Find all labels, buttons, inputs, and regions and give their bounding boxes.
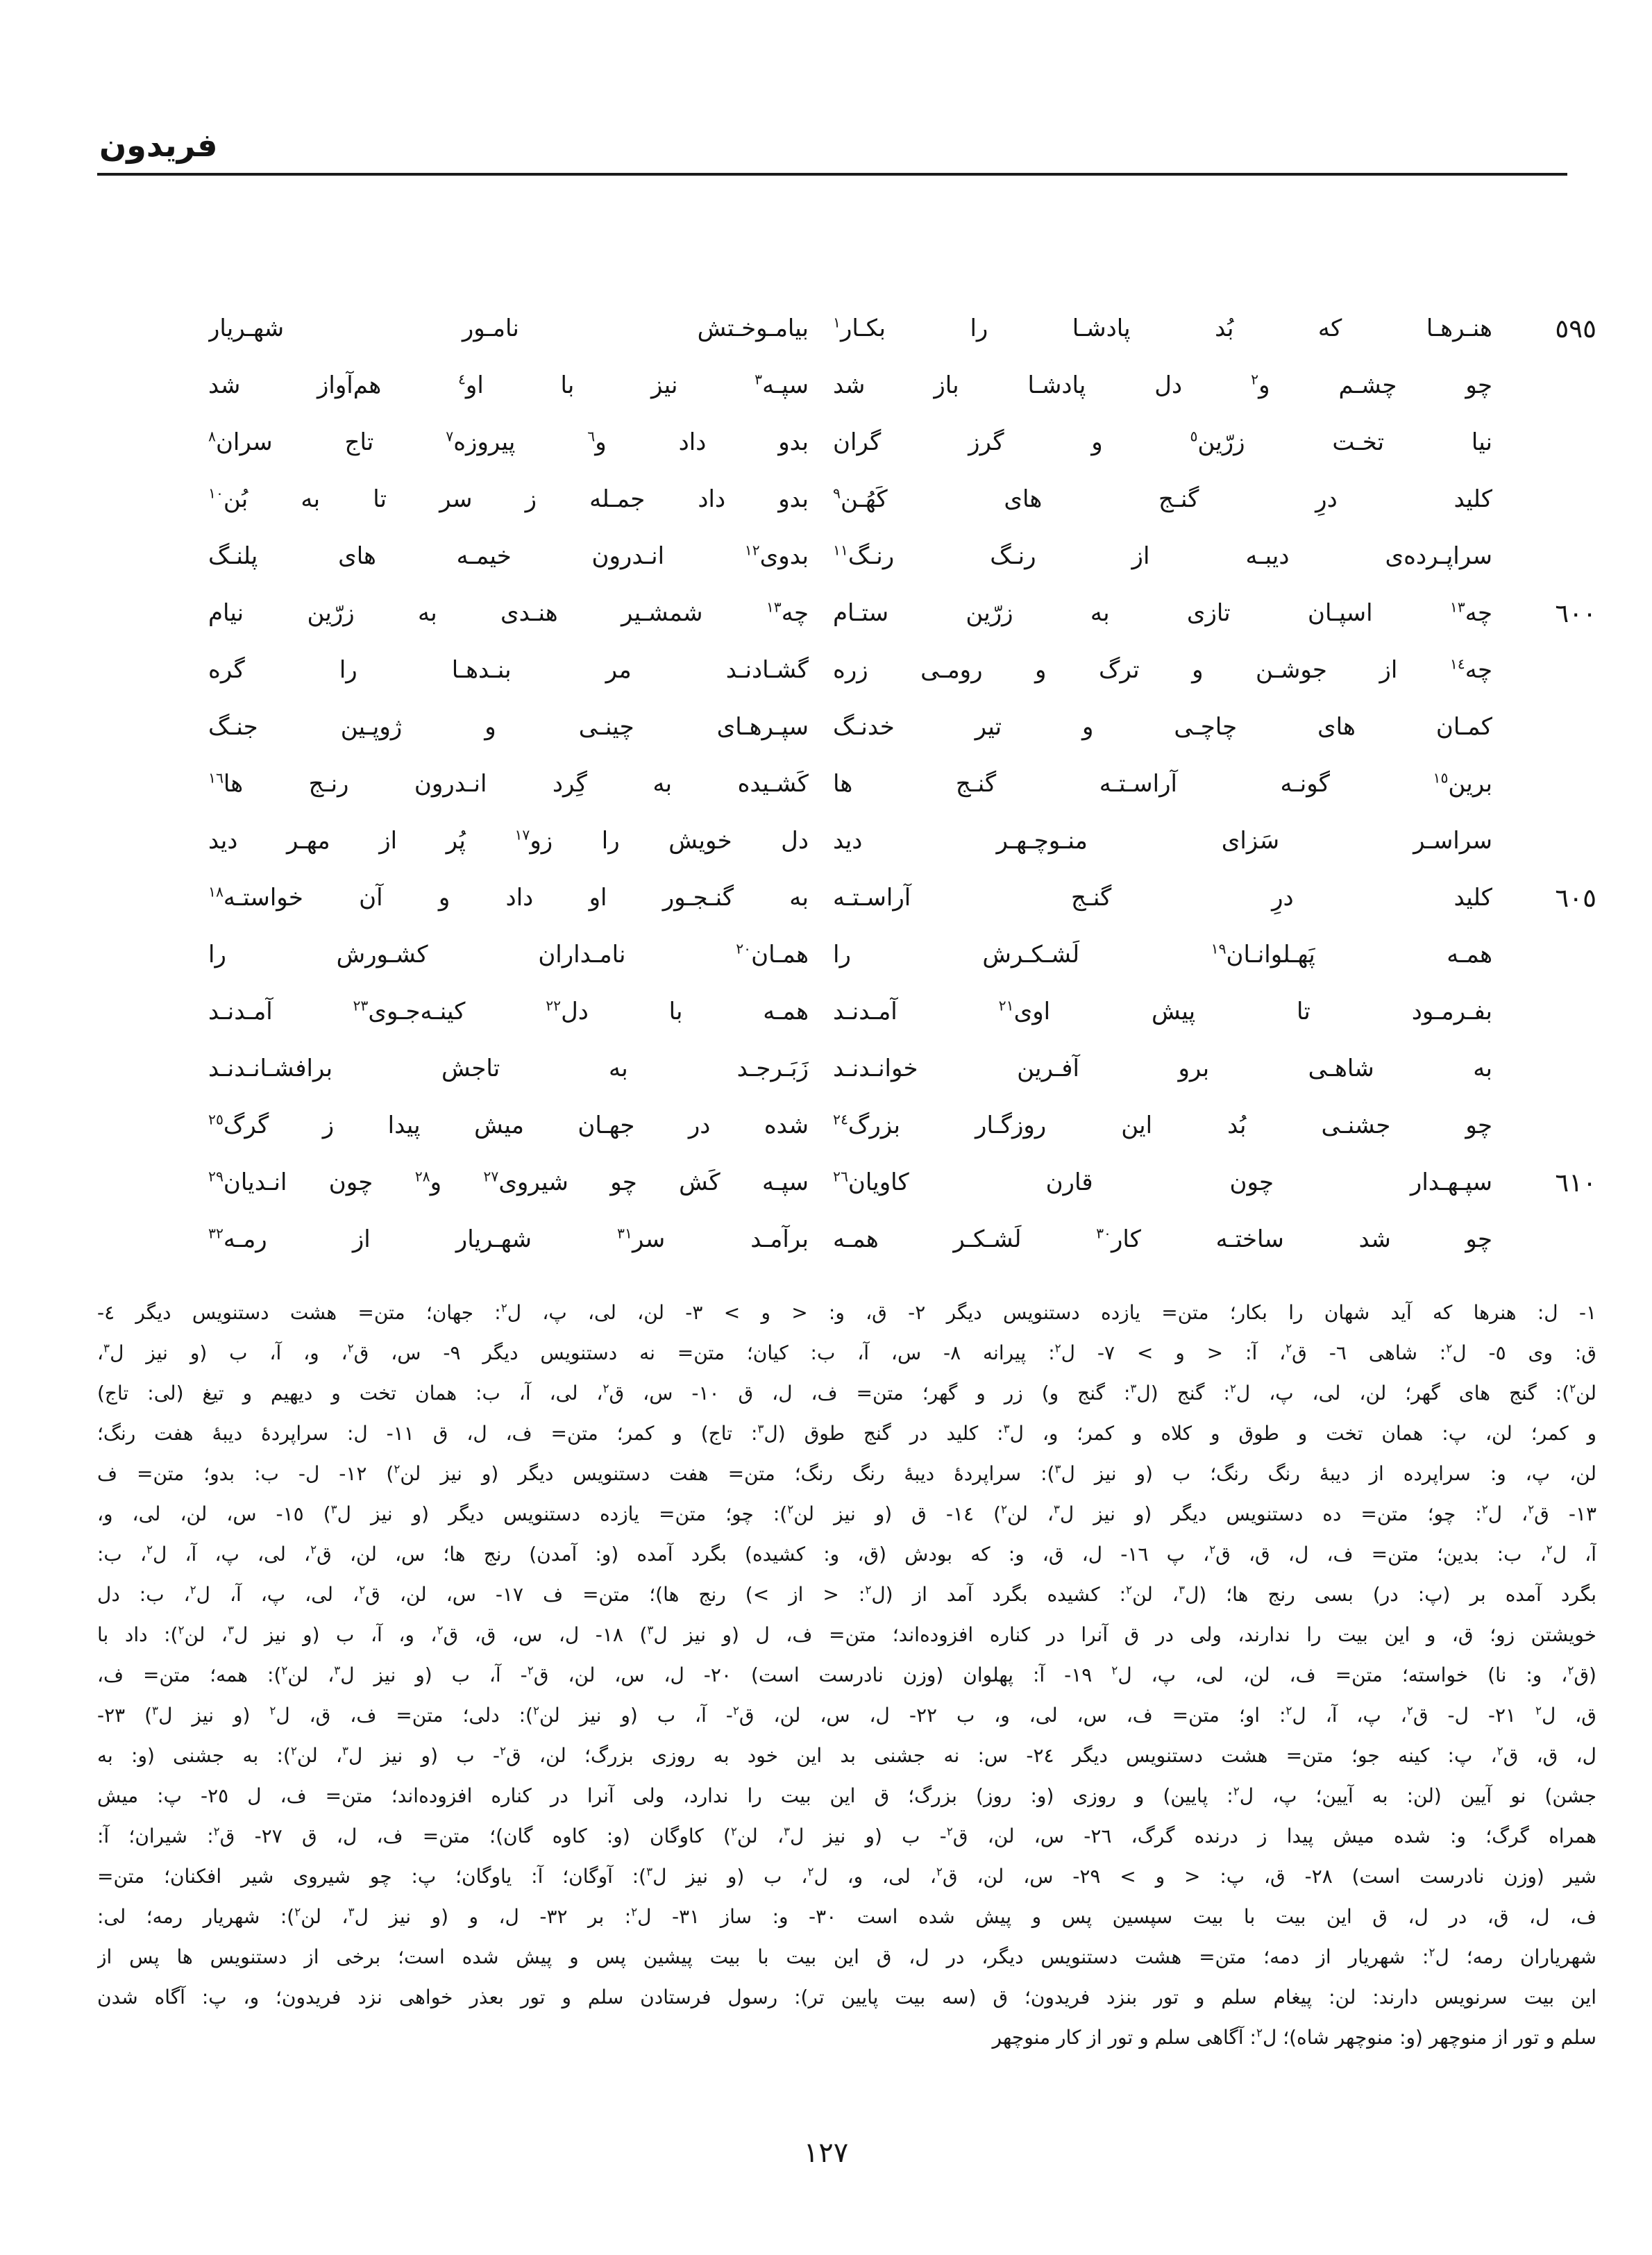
- hemistich-first: چه$^{١٤}$ از جوشـن و ترگ و رومـی زره: [833, 655, 1492, 684]
- apparatus-line: سلم و تور از منوچهر (و: منوچهر شاه)؛ ل$^٢$: آگاهی سلم و تور از کار منوچهر: [992, 2025, 1596, 2049]
- verse-block: [201, 300, 1596, 1268]
- hemistich-first: چه$^{١٣}$ اسپـان تازی به زرّین ستـام: [833, 598, 1492, 627]
- apparatus-line: ق، ل$^٢$ ٢١- ل- ق$^٢$، پ، آ، ل$^٢$: او؛ متن= ف، س، لی، و، ب ٢٢- ل، س، لن، ق$^٢$- آ، ب (و نیز لن$^٢$): دلی؛ متن= ف، ق، ل$^٢$ (و نیز ل$^٣$) ٢٣-: [97, 1703, 1596, 1727]
- verse-row: [201, 528, 1596, 585]
- header-rule: [97, 173, 1567, 176]
- hemistich-second: به گنـجـور او داد و آن خواستـه$^{١٨}$: [208, 883, 809, 912]
- hemistich-first: کمـان های چاچـی و تیر خدنـگ: [833, 713, 1492, 741]
- hemistich-second: سپـرهـای چینـی و ژوپـین جنـگ: [208, 713, 809, 741]
- verse-row: [201, 869, 1596, 926]
- hemistich-first: سراپـرده‌ی دیبـه از رنـگ رنـگ$^{١١}$: [833, 542, 1492, 570]
- hemistich-second: کَشـیده به گِرد انـدرون رنـج ها$^{١٦}$: [208, 769, 809, 798]
- verse-row: [201, 642, 1596, 698]
- verse-row: [201, 1097, 1596, 1154]
- apparatus-line: ١٣- ق$^٢$، ل$^٢$: چو؛ متن= ده دستنویس دیگر (و نیز ل$^٣$، لن$^٢$) ١٤- ق (و نیز لن$^٢$): چو؛ متن= یازده دستنویس دیگر (و نیز ل$^٣$) ١٥- س، لن، لی، و،: [97, 1502, 1596, 1525]
- hemistich-first: کلید درِ گنـج های کَهُـن$^٩$: [833, 485, 1492, 513]
- hemistich-second: همـه با دل$^{٢٢}$ کینـه‌جـوی$^{٢٣}$ آمـدنـد: [208, 997, 809, 1025]
- verse-row: [201, 357, 1596, 414]
- verse-row: [201, 755, 1596, 812]
- verse-number: ٦١٠: [1555, 1167, 1596, 1198]
- apparatus-line: ل، ق، ق$^٢$، پ: کینه جو؛ متن= هشت دستنویس دیگر ٢٤- س: نه جشنی بد این خود به روزی بزرگ؛ لن، ق$^٢$- ب (و نیز ل$^٣$، لن$^٢$): به جشنی (و: به: [97, 1743, 1596, 1767]
- verse-row: [201, 471, 1596, 528]
- verse-row: [201, 983, 1596, 1040]
- hemistich-first: همـه پَهـلوانـان$^{١٩}$ لَشـکـرش را: [833, 940, 1492, 969]
- hemistich-second: دل خویش را زو$^{١٧}$ پُر از مهـر دید: [208, 826, 809, 855]
- verse-row: [201, 1154, 1596, 1211]
- hemistich-first: به شاهـی برو آفـرین خوانـدنـد: [833, 1055, 1492, 1082]
- hemistich-first: بفـرمـود تا پیش اوی$^{٢١}$ آمـدنـد: [833, 997, 1492, 1025]
- apparatus-line: همراه گرگ؛ و: شده میش پیدا ز درنده گرگ، ٢٦- س، لن، ق$^٢$- ب (و نیز ل$^٣$، لن$^٢$) کاوگان (و: کاوه گان)؛ متن= ف، ل، ق ٢٧- ق$^٢$: شیران؛ آ:: [97, 1824, 1596, 1847]
- verse-number: ٥٩٥: [1555, 313, 1596, 344]
- hemistich-second: زَبَـرجـد به تاجش برافشـانـدنـد: [208, 1055, 809, 1082]
- apparatus-line: لن، پ، و: سراپرده از دیبهٔ رنگ رنگ؛ ب (و نیز ل$^٣$): سراپردهٔ دیبهٔ رنگ رنگ؛ متن= هفت دستنویس دیگر (و نیز لن$^٢$) ١٢- ل- ب: بدو؛ متن= ف: [97, 1461, 1596, 1485]
- hemistich-second: سپـه$^٣$ نیز با او$^٤$ هم‌آواز شد: [208, 371, 809, 399]
- verse-row: [201, 414, 1596, 471]
- hemistich-first: سپـهـدار چون قارن کاویان$^{٢٦}$: [833, 1168, 1492, 1196]
- hemistich-second: سپـه کَش چو شیروی$^{٢٧}$ و$^{٢٨}$ چون انـدیان$^{٢٩}$: [208, 1168, 809, 1196]
- verse-number: ٦٠٠: [1555, 598, 1596, 628]
- hemistich-second: چه$^{١٣}$ شمشـیر هنـدی به زرّین نیام: [208, 598, 809, 627]
- apparatus-line: بگرد آمده بر (پ: در) بسی رنج ها؛ (ل$^٣$، لن$^٢$: کشیده بگرد آمد از (ل$^٢$: < از >) رنج ها)؛ متن= ف ١٧- س، لن، ق$^٢$، لی، پ، آ، ل$^٢$، ب: دل: [97, 1582, 1596, 1606]
- apparatus-line: جشن) نو آیین (لن: به آیین؛ پ، ل$^٢$: پایین) و روزی (و: روز) بزرگ؛ ق این بیت را ندارد، ولی آنرا در کناره افزوده‌اند؛ متن= ف، ل ٢٥- پ: میش: [97, 1784, 1596, 1807]
- verse-row: [201, 698, 1596, 755]
- hemistich-first: چو چشـم و$^٢$ دل پادشـا باز شد: [833, 371, 1492, 399]
- apparatus-line: آ، ل$^٢$، ب: بدین؛ متن= ف، ل، ق، ق$^٢$، پ ١٦- ل، ق، و: که بودش (ق، و: کشیده) بگرد آمده (و: آمدن) رنج ها؛ س، لن، ق$^٢$، لی، پ، آ، ل$^٢$، ب:: [97, 1542, 1596, 1566]
- apparatus-line: (ق$^٢$، و: نا) خواسته؛ متن= ف، لن، لی، پ، ل$^٢$ ١٩- آ: پهلوان (وزن نادرست است) ٢٠- ل، س، لن، ق$^٢$- آ، ب (و نیز ل$^٣$، لن$^٢$): همه؛ متن= ف،: [97, 1663, 1596, 1686]
- verse-row: [201, 585, 1596, 642]
- hemistich-first: نیا تخـت زرّین$^٥$ و گرز گران: [833, 428, 1492, 456]
- hemistich-second: بدوی$^{١٢}$ انـدرون خیمـه های پلنـگ: [208, 542, 809, 570]
- apparatus-line: شهریاران رمه؛ ل$^٢$: شهریار از دمه؛ متن= هشت دستنویس دیگر، در ل، ق این بیت با بیت پیشین پس و پیش شده است؛ برخی از دستنویس ها پس از: [97, 1945, 1596, 1968]
- hemistich-second: گشـادنـد مر بنـدهـا را گره: [208, 656, 809, 684]
- critical-apparatus: [97, 1293, 1596, 2058]
- verse-row: [201, 926, 1596, 983]
- apparatus-line: خویشتن زو؛ ق، و این بیت را ندارند، ولی در ق آنرا در کناره افزوده‌اند؛ متن= ف، ل (و نیز ل$^٣$) ١٨- ل، س، ق، ق$^٢$، و، آ، ب (و نیز ل$^٣$، لن$^٢$): داد با: [97, 1623, 1596, 1646]
- hemistich-second: شده در جهـان میش پیدا ز گرگ$^{٢٥}$: [208, 1111, 809, 1139]
- hemistich-first: چو جشنـی بُد این روزگـار بزرگ$^{٢٤}$: [833, 1111, 1492, 1139]
- hemistich-second: بدو داد جمـله ز سر تا به بُن$^{١٠}$: [208, 485, 809, 513]
- verse-row: [201, 812, 1596, 869]
- hemistich-first: کلید درِ گنـج آراسـتـه: [833, 884, 1492, 912]
- apparatus-line: این بیت سرنویس دارند: لن: پیغام سلم و تور بنزد فریدون؛ ق (سه بیت پایین تر): رسول فرستادن سلم و تور بعذر خواهی نزد فریدون؛ و، پ: آگاه شدن: [97, 1986, 1596, 2009]
- verse-row: [201, 1211, 1596, 1268]
- verse-row: [201, 300, 1596, 357]
- hemistich-first: برین$^{١٥}$ گونـه آراسـتـه گنـج ها: [833, 769, 1492, 798]
- hemistich-second: برآمـد سر$^{٣١}$ شهـریار از رمـه$^{٣٢}$: [208, 1225, 809, 1253]
- apparatus-line: ق: وی ٥- ل$^٢$: شاهی ٦- ق$^٢$، آ: < و > ٧- ل$^٢$: پیرانه ٨- س، آ، ب: کیان؛ متن= نه دستنویس دیگر ٩- س، ق$^٢$، و، آ، ب (و نیز ل$^٣$،: [97, 1341, 1596, 1364]
- apparatus-line: ف، ل، ق، در ل، ق این بیت با بیت سپسین پس و پیش شده است ٣٠- و: ساز ٣١- ل$^٢$: بر ٣٢- ل، و (و نیز ل$^٣$، لن$^٢$): شهریار رمه؛ لی:: [97, 1904, 1596, 1928]
- page-number: ١٢٧: [803, 2137, 849, 2169]
- verse-row: [201, 1040, 1596, 1097]
- running-head: فریدون: [99, 126, 218, 164]
- hemistich-second: همـان$^{٢٠}$ نامـداران کشـورش را: [208, 940, 809, 969]
- hemistich-first: چو شد ساختـه کار$^{٣٠}$ لَشـکـر همـه: [833, 1225, 1492, 1253]
- apparatus-line: شیر (وزن نادرست است) ٢٨- ق، پ: < و > ٢٩- س، لن، ق$^٢$، لی، و، ل$^٢$، ب (و نیز ل$^٣$): آوگان؛ آ: یاوگان؛ پ: چو شیروی شیر افکنان؛ متن=: [97, 1864, 1596, 1888]
- hemistich-first: سراسـر سَزای منـوچـهـر دید: [833, 827, 1492, 855]
- hemistich-first: هنـرهـا که بُد پادشـا را بکـار$^١$: [833, 314, 1492, 342]
- hemistich-second: بدو داد و$^٦$ پیروزه$^٧$ تاج سران$^٨$: [208, 428, 809, 456]
- apparatus-line: و کمر؛ لن، پ: همان تخت و طوق و کلاه و کمر؛ و، ل$^٣$: کلید در گنج طوق (ل$^٣$: تاج) و کمر؛ متن= ف، ل، ق ١١- ل: سراپردهٔ دیبهٔ هفت رنگ؛: [97, 1421, 1596, 1445]
- apparatus-line: ١- ل: هنرها که آید شهان را بکار؛ متن= یازده دستنویس دیگر ٢- ق، و: < و > ٣- لن، لی، پ، ل$^٢$: جهان؛ متن= هشت دستنویس دیگر ٤-: [97, 1300, 1596, 1324]
- verse-number: ٦٠٥: [1555, 882, 1596, 913]
- hemistich-second: بیامـوخـتش نامـور شهـریار: [208, 315, 809, 342]
- apparatus-line: لن$^٢$): گنج های گهر؛ لن، لی، پ، ل$^٢$: گنج (ل$^٣$: گنج و) زر و گهر؛ متن= ف، ل، ق ١٠- س، ق$^٢$، لی، آ، ب: همان تخت و دیهیم و تیغ (لی: تاج): [97, 1381, 1596, 1405]
